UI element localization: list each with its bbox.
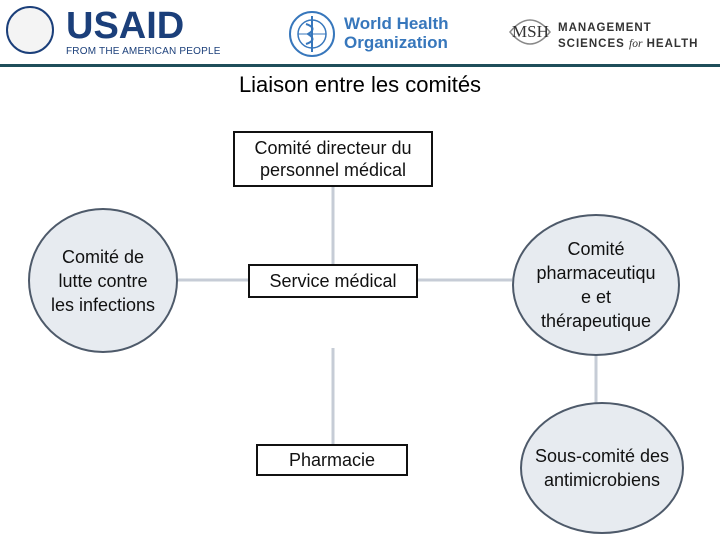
- who-wordmark: World Health Organization: [344, 14, 449, 52]
- usaid-wordmark: USAID: [66, 5, 185, 47]
- node-comite-lutte-infections: Comité de lutte contre les infections: [28, 208, 178, 353]
- node-service-medical: Service médical: [248, 264, 418, 298]
- node-sous-comite-antimicrobiens: Sous-comité des antimicrobiens: [520, 402, 684, 534]
- usaid-tagline: FROM THE AMERICAN PEOPLE: [66, 46, 221, 57]
- msh-abbreviation: MSH: [512, 22, 549, 41]
- node-comite-directeur: Comité directeur du personnel médical: [233, 131, 433, 187]
- node-pharmacie: Pharmacie: [256, 444, 408, 476]
- node-comite-pharmaceutique: Comité pharmaceutiqu e et thérapeutique: [512, 214, 680, 356]
- msh-wordmark: MANAGEMENT SCIENCES for HEALTH: [558, 22, 699, 50]
- page-title: Liaison entre les comités: [238, 72, 482, 97]
